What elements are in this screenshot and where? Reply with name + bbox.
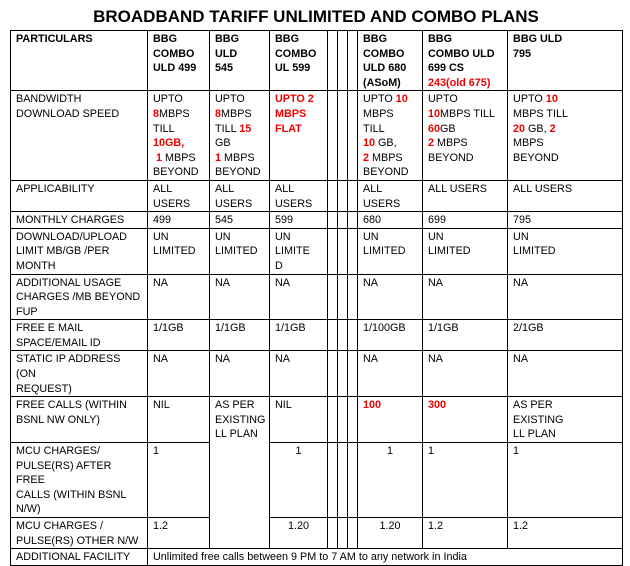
cell-email: 1/100GB [358, 320, 423, 351]
cell-monthly: 680 [358, 212, 423, 229]
spacer-col [348, 31, 358, 91]
cell-free-calls: 300 [423, 397, 508, 443]
cell-bandwidth-545: UPTO 8MBPS TILL 15 GB 1 MBPS BEYOND [210, 91, 270, 181]
cell-email: 2/1GB [508, 320, 623, 351]
header-plan-499: BBG COMBO ULD 499 [148, 31, 210, 91]
row-label: APPLICABILITY [11, 180, 148, 211]
table-row-limit [11, 228, 623, 274]
cell-monthly: 499 [148, 212, 210, 229]
cell-applicability: ALL USERS [508, 180, 623, 211]
cell-mcu-within: 1 [358, 443, 423, 518]
cell-additional: NA [270, 274, 328, 320]
cell-bandwidth-499: UPTO 8MBPS TILL 10GB, 1 MBPS BEYOND [148, 91, 210, 181]
cell-limit: UN LIMITED [358, 228, 423, 274]
cell-monthly: 599 [270, 212, 328, 229]
table-row-applicability [11, 180, 623, 211]
row-label: MCU CHARGES/ PULSE(RS) AFTER FREE CALLS (WITHIN BSNL N/W) [11, 443, 148, 518]
table-row-free-calls [11, 397, 623, 443]
row-label: ADDITIONAL USAGE CHARGES /MB BEYOND FUP [11, 274, 148, 320]
cell-mcu-other: 1.20 [358, 518, 423, 549]
row-label: BANDWIDTH DOWNLOAD SPEED [11, 91, 148, 181]
row-label: FREE E MAIL SPACE/EMAIL ID [11, 320, 148, 351]
table-row-mcu-other [11, 518, 623, 549]
table-row-additional [11, 274, 623, 320]
table-row-bandwidth [11, 91, 623, 181]
header-plan-699: BBG COMBO ULD 699 CS 243(old 675) [423, 31, 508, 91]
table-row-static-ip [11, 351, 623, 397]
cell-additional: NA [210, 274, 270, 320]
page-title: BROADBAND TARIFF UNLIMITED AND COMBO PLANS [93, 7, 539, 26]
cell-static-ip: NA [210, 351, 270, 397]
cell-additional: NA [148, 274, 210, 320]
cell-applicability: ALL USERS [423, 180, 508, 211]
cell-mcu-other: 1.2 [148, 518, 210, 549]
cell-applicability: ALL USERS [358, 180, 423, 211]
cell-email: 1/1GB [148, 320, 210, 351]
cell-mcu-other: 1.20 [270, 518, 328, 549]
row-label: MCU CHARGES / PULSE(RS) OTHER N/W [11, 518, 148, 549]
spacer-col [338, 31, 348, 91]
table-row-email [11, 320, 623, 351]
cell-email: 1/1GB [423, 320, 508, 351]
header-plan-795: BBG ULD 795 [508, 31, 623, 91]
header-particulars: PARTICULARS [11, 31, 148, 91]
header-plan-545: BBG ULD 545 [210, 31, 270, 91]
header-row [11, 31, 623, 91]
cell-static-ip: NA [148, 351, 210, 397]
cell-free-calls: 100 [358, 397, 423, 443]
cell-applicability: ALL USERS [210, 180, 270, 211]
cell-mcu-within: 1 [508, 443, 623, 518]
cell-static-ip: NA [270, 351, 328, 397]
cell-free-calls: NIL [270, 397, 328, 443]
row-label: FREE CALLS (WITHIN BSNL NW ONLY) [11, 397, 148, 443]
cell-bandwidth-599: UPTO 2 MBPS FLAT [270, 91, 328, 181]
cell-static-ip: NA [358, 351, 423, 397]
cell-email: 1/1GB [270, 320, 328, 351]
cell-limit: UN LIMITED [210, 228, 270, 274]
cell-additional: NA [423, 274, 508, 320]
spacer-col [328, 31, 338, 91]
row-label: MONTHLY CHARGES [11, 212, 148, 229]
cell-mcu-within: 1 [148, 443, 210, 518]
table-row-facility [11, 549, 623, 566]
cell-free-calls: NIL [148, 397, 210, 443]
cell-static-ip: NA [508, 351, 623, 397]
cell-mcu-other: 1.2 [423, 518, 508, 549]
header-plan-599: BBG COMBO UL 599 [270, 31, 328, 91]
cell-mcu-within: 1 [270, 443, 328, 518]
table-row-monthly [11, 212, 623, 229]
cell-limit: UN LIMITE D [270, 228, 328, 274]
cell-static-ip: NA [423, 351, 508, 397]
cell-bandwidth-680: UPTO 10 MBPS TILL 10 GB, 2 MBPS BEYOND [358, 91, 423, 181]
cell-monthly: 795 [508, 212, 623, 229]
cell-mcu-within: 1 [423, 443, 508, 518]
cell-limit: UN LIMITED [423, 228, 508, 274]
cell-limit: UN LIMITED [508, 228, 623, 274]
cell-monthly: 545 [210, 212, 270, 229]
tariff-table [10, 30, 623, 566]
old-price: 243(old 675) [428, 76, 491, 89]
cell-limit: UN LIMITED [148, 228, 210, 274]
cell-email: 1/1GB [210, 320, 270, 351]
cell-free-calls: AS PER EXISTING LL PLAN [508, 397, 623, 443]
cell-bandwidth-795: UPTO 10 MBPS TILL 20 GB, 2 MBPS BEYOND [508, 91, 623, 181]
cell-monthly: 699 [423, 212, 508, 229]
row-label: STATIC IP ADDRESS (ON REQUEST) [11, 351, 148, 397]
header-plan-680: BBG COMBO ULD 680 (ASoM) [358, 31, 423, 91]
row-label: DOWNLOAD/UPLOAD LIMIT MB/GB /PER MONTH [11, 228, 148, 274]
table-row-mcu-within [11, 443, 623, 518]
cell-applicability: ALL USERS [148, 180, 210, 211]
cell-additional: NA [508, 274, 623, 320]
cell-facility: Unlimited free calls between 9 PM to 7 AM to any network in India [148, 549, 623, 566]
cell-applicability: ALL USERS [270, 180, 328, 211]
cell-additional: NA [358, 274, 423, 320]
row-label: ADDITIONAL FACILITY [11, 549, 148, 566]
cell-mcu-other: 1.2 [508, 518, 623, 549]
cell-free-calls-545: AS PER EXISTING LL PLAN [210, 397, 270, 549]
cell-bandwidth-699: UPTO 10MBPS TILL 60GB 2 MBPS BEYOND [423, 91, 508, 181]
